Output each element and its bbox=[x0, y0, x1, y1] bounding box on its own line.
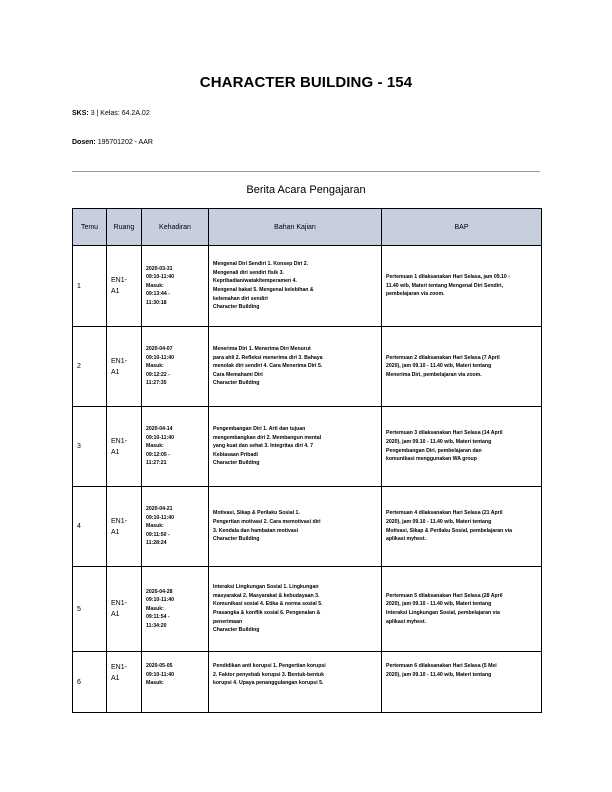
bap-line: Pertemuan 2 dilaksanakan Hari Selasa (7 April bbox=[386, 354, 500, 361]
table-row bbox=[73, 407, 542, 487]
kehadiran-line: 09:10-11:40 bbox=[146, 434, 174, 441]
cell-ruang bbox=[107, 246, 142, 327]
table-header-row bbox=[73, 209, 542, 246]
bahan-line: Mengenali diri sendiri fisik 3. bbox=[213, 269, 284, 276]
bap-line: komunikasi menggunakan WA group bbox=[386, 456, 477, 463]
bap-line: Pertemuan 1 dilaksanakan Hari Selasa, jam 09.10 - bbox=[386, 274, 510, 281]
cell-bap bbox=[382, 652, 542, 713]
cell-bap bbox=[382, 567, 542, 652]
cell-temu: 3 bbox=[73, 407, 107, 487]
bap-line: Pertemuan 6 dilaksanakan Hari Selasa (5 Mei bbox=[386, 663, 497, 669]
kehadiran-line: 2020-04-07 bbox=[146, 346, 173, 353]
kehadiran-line: 09:11:50 - bbox=[146, 531, 170, 538]
ruang-line: EN1- bbox=[111, 357, 127, 365]
header-bap: BAP bbox=[382, 209, 542, 246]
cell-temu: 4 bbox=[73, 487, 107, 567]
bahan-line: menolak diri sendiri 4. Cara Menerima Diri 5. bbox=[213, 363, 323, 370]
bap-line: pembelajaran via zoom. bbox=[386, 291, 445, 298]
kehadiran-line: 09:10-11:40 bbox=[146, 274, 174, 281]
ruang-line: A1 bbox=[111, 368, 120, 376]
cell-bahan-kajian bbox=[209, 327, 382, 407]
cell-bahan-kajian bbox=[209, 246, 382, 327]
bahan-line: korupsi 4. Upaya penanggulangan korupsi 5. bbox=[213, 680, 324, 687]
bap-line: 2020), jam 09.10 - 11.40 wib, Materi tentang bbox=[386, 518, 492, 525]
kehadiran-line: 11:34:20 bbox=[146, 622, 167, 629]
kehadiran-line: 09:10-11:40 bbox=[146, 354, 174, 361]
bahan-line: Character Building bbox=[213, 304, 260, 311]
cell-bahan-kajian bbox=[209, 567, 382, 652]
cell-ruang bbox=[107, 487, 142, 567]
bap-line: Interaksi Lingkungan Sosial, pembelajaran via bbox=[386, 610, 500, 616]
table-row bbox=[73, 487, 542, 567]
table-row bbox=[73, 327, 542, 407]
teaching-record-table bbox=[72, 208, 542, 713]
kehadiran-line: 2020-03-31 bbox=[146, 265, 173, 272]
header-kehadiran: Kehadiran bbox=[142, 209, 209, 246]
bahan-line: Cara Memahami Diri bbox=[213, 371, 263, 378]
ruang-line: A1 bbox=[111, 288, 120, 295]
sks-value: 3 | Kelas: 64.2A.02 bbox=[90, 110, 150, 117]
cell-kehadiran bbox=[142, 652, 209, 713]
divider bbox=[72, 171, 540, 172]
cell-bahan-kajian bbox=[209, 407, 382, 487]
kehadiran-line: 2020-04-21 bbox=[146, 506, 173, 513]
bahan-line: Kebiasaan Pribadi bbox=[213, 451, 258, 458]
table-row bbox=[73, 652, 542, 713]
bap-line: aplikasi myhest. bbox=[386, 536, 427, 543]
bahan-line: mengembangkan diri 2. Membangun mental bbox=[213, 434, 322, 441]
ruang-line: EN1- bbox=[111, 600, 127, 607]
ruang-line: A1 bbox=[111, 528, 120, 536]
kehadiran-line: 11:27:35 bbox=[146, 380, 167, 387]
kehadiran-line: Masuk: bbox=[146, 605, 164, 612]
bap-line: 2020), jam 09.10 - 11.40 wib, Materi tentang bbox=[386, 363, 492, 370]
kehadiran-line: 2020-04-14 bbox=[146, 426, 173, 433]
bahan-line: Interaksi Lingkungan Sosial 1. Lingkungan bbox=[213, 584, 319, 591]
bahan-line: Character Building bbox=[213, 380, 260, 387]
table-row bbox=[73, 246, 542, 327]
ruang-line: EN1- bbox=[111, 517, 127, 525]
ruang-line: A1 bbox=[111, 448, 120, 456]
document-title: CHARACTER BUILDING - 154 bbox=[199, 74, 413, 91]
bap-line: Pengembangan Diri, pembelajaran dan bbox=[386, 447, 482, 454]
kehadiran-line: 09:13:44 - bbox=[146, 291, 170, 298]
bap-line: Pertemuan 3 dilaksanakan Hari Selasa (14 April bbox=[386, 430, 503, 437]
bahan-line: Character Building bbox=[213, 627, 260, 634]
bahan-line: Prasangka & konflik sosial 6. Pengenalan & bbox=[213, 610, 321, 616]
kehadiran-line: 11:28:24 bbox=[146, 540, 167, 547]
cell-ruang bbox=[107, 652, 142, 713]
cell-kehadiran bbox=[142, 487, 209, 567]
cell-bap bbox=[382, 246, 542, 327]
header-ruang: Ruang bbox=[107, 209, 142, 246]
kehadiran-line: Masuk: bbox=[146, 282, 164, 289]
bahan-line: Komunikasi sosial 4. Etika & norma sosial 5. bbox=[213, 601, 323, 608]
cell-kehadiran bbox=[142, 567, 209, 652]
bahan-line: 3. Kendala dan hambatan motivasi bbox=[213, 527, 299, 534]
cell-kehadiran bbox=[142, 327, 209, 407]
kehadiran-line: 09:10-11:40 bbox=[146, 597, 174, 604]
bap-line: Motivasi, Sikap & Perilaku Sosial, pembelajaran via bbox=[386, 527, 512, 534]
kehadiran-line: 09:12:05 - bbox=[146, 451, 170, 458]
kehadiran-line: 11:27:21 bbox=[146, 460, 167, 467]
dosen-label: Dosen: bbox=[72, 139, 96, 146]
bap-line: 2020), jam 09.10 - 11.40 wib, Materi tentang bbox=[386, 601, 492, 608]
cell-ruang bbox=[107, 567, 142, 652]
bap-line: Pertemuan 5 dilaksanakan Hari Selasa (28 April bbox=[386, 592, 503, 599]
dosen-value: 195701202 - AAR bbox=[97, 139, 153, 146]
bahan-line: penerimaan bbox=[213, 618, 243, 625]
ruang-line: A1 bbox=[111, 611, 120, 618]
cell-bap bbox=[382, 327, 542, 407]
ruang-line: A1 bbox=[111, 675, 120, 682]
dosen-info bbox=[72, 139, 153, 146]
bap-line: aplikasi myhest. bbox=[386, 618, 427, 625]
cell-bahan-kajian bbox=[209, 652, 382, 713]
cell-kehadiran bbox=[142, 246, 209, 327]
cell-temu: 2 bbox=[73, 327, 107, 407]
sks-label: SKS: bbox=[72, 110, 89, 117]
section-title: Berita Acara Pengajaran bbox=[246, 184, 366, 196]
bahan-line: Pengertian motivasi 2. Cara memotivasi diri bbox=[213, 518, 321, 525]
cell-bap bbox=[382, 407, 542, 487]
bahan-line: Character Building bbox=[213, 460, 260, 467]
cell-bahan-kajian bbox=[209, 487, 382, 567]
table-row bbox=[73, 567, 542, 652]
cell-ruang bbox=[107, 407, 142, 487]
bahan-line: yang kuat dan sehat 3. Integritas diri 4. 7 bbox=[213, 443, 314, 450]
bahan-line: Character Building bbox=[213, 536, 260, 543]
cell-temu: 1 bbox=[73, 246, 107, 327]
kehadiran-line: 2020-04-28 bbox=[146, 588, 173, 595]
cell-temu: 6 bbox=[73, 652, 107, 713]
kehadiran-line: 09:10-11:40 bbox=[146, 671, 174, 678]
kehadiran-line: 2020-05-05 bbox=[146, 663, 173, 669]
bahan-line: Menerima Diri 1. Menerima Diri Menurut bbox=[213, 346, 311, 353]
kehadiran-line: 09:11:54 - bbox=[146, 614, 170, 621]
bahan-line: Pendidikan anti korupsi 1. Pengertian korupsi bbox=[213, 663, 326, 669]
cell-temu: 5 bbox=[73, 567, 107, 652]
bahan-line: Mengenal bakat 5. Mengenal kelebihan & bbox=[213, 287, 314, 293]
bap-line: Menerima Diri, pembelajaran via zoom. bbox=[386, 371, 482, 378]
kehadiran-line: 09:10-11:40 bbox=[146, 514, 174, 521]
cell-ruang bbox=[107, 327, 142, 407]
header-bahan-kajian: Bahan Kajian bbox=[209, 209, 382, 246]
bahan-line: 2. Faktor penyebab korupsi 3. Bentuk-bentuk bbox=[213, 671, 324, 678]
cell-kehadiran bbox=[142, 407, 209, 487]
bahan-line: Kepribadian/watak/temperamen 4. bbox=[213, 278, 297, 285]
bahan-line: Pengembangan Diri 1. Arti dan tujuan bbox=[213, 426, 306, 433]
kehadiran-line: Masuk: bbox=[146, 363, 164, 370]
header-temu: Temu bbox=[73, 209, 107, 246]
ruang-line: EN1- bbox=[111, 664, 127, 671]
kehadiran-line: 09:12:22 - bbox=[146, 371, 170, 378]
ruang-line: EN1- bbox=[111, 437, 127, 445]
bap-line: 2020), jam 09.10 - 11.40 wib, Materi tentang bbox=[386, 671, 492, 678]
bahan-line: kelemahan diri sendiri bbox=[213, 295, 268, 302]
bap-line: 2020), jam 09.10 - 11.40 wib, Materi tentang bbox=[386, 438, 492, 445]
kehadiran-line: Masuk: bbox=[146, 523, 164, 530]
sks-kelas-info bbox=[72, 110, 150, 117]
bap-line: Pertemuan 4 dilaksanakan Hari Selasa (21 April bbox=[386, 510, 503, 517]
bahan-line: para ahli 2. Refleksi menerima diri 3. Bahaya bbox=[213, 354, 323, 361]
kehadiran-line: 11:30:18 bbox=[146, 299, 167, 306]
bahan-line: Motivasi, Sikap & Perilaku Sosial 1. bbox=[213, 510, 300, 517]
kehadiran-line: Masuk: bbox=[146, 680, 164, 687]
cell-bap bbox=[382, 487, 542, 567]
ruang-line: EN1- bbox=[111, 277, 127, 284]
bahan-line: Mengenal Diri Sendiri 1. Konsep Diri 2. bbox=[213, 261, 309, 268]
kehadiran-line: Masuk: bbox=[146, 443, 164, 450]
bahan-line: masyarakat 2. Masyarakat & kebudayaan 3. bbox=[213, 592, 320, 599]
bap-line: 11.40 wib, Materi tentang Mengenal Diri Sendiri, bbox=[386, 282, 504, 289]
